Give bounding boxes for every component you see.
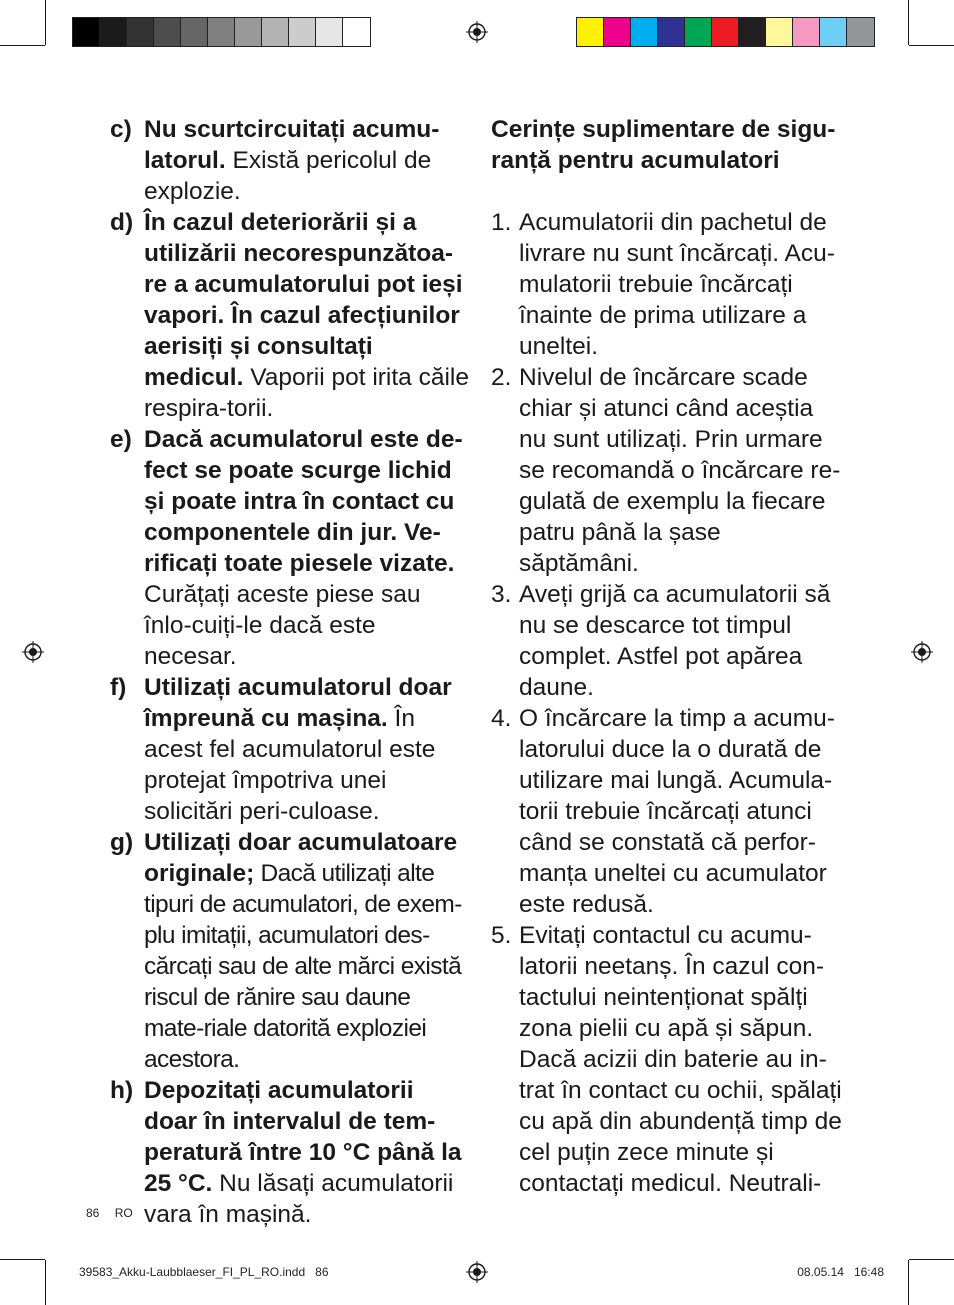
registration-mark-icon bbox=[22, 641, 44, 663]
list-marker: d) bbox=[110, 209, 134, 236]
list-item bbox=[110, 207, 470, 424]
item-text: Acumulatorii din pachetul de livrare nu sunt încărcați. Acu-mulatorii trebuie încărcați înainte de prima utilizare a uneltei. bbox=[519, 209, 835, 360]
gray-swatch bbox=[235, 18, 262, 46]
process-color-swatch bbox=[820, 18, 847, 46]
item-text: Nivelul de încărcare scade chiar și atunci când aceștia nu sunt utilizați. Prin urmare se recomandă o încărcare re-gulată de exemplu la fiecare patru până la șase săptămâni. bbox=[519, 364, 841, 577]
item-text: Curățați aceste piese sau înlo-cuiți-le dacă este necesar. bbox=[144, 581, 421, 670]
item-text: Există pericolul de explozie. bbox=[144, 147, 432, 205]
gray-swatch bbox=[73, 18, 100, 46]
list-marker: c) bbox=[110, 116, 132, 143]
list-item bbox=[110, 424, 470, 672]
list-item bbox=[110, 672, 470, 827]
gray-swatch bbox=[289, 18, 316, 46]
slug-filename: 39583_Akku-Laubblaeser_FI_PL_RO.indd 86 bbox=[79, 1265, 329, 1279]
list-item bbox=[491, 920, 843, 1199]
crop-mark-bottom-right-h bbox=[909, 1259, 954, 1260]
gray-swatch bbox=[343, 18, 370, 46]
registration-mark-icon bbox=[466, 1261, 488, 1283]
gray-swatch bbox=[181, 18, 208, 46]
item-bold-text: În cazul deteriorării și a utilizării necorespunzătoa-re a acumulatorului pot ieși vapori. În cazul afecțiunilor aerisiți și consultați medicul. bbox=[144, 209, 463, 391]
crop-mark-top-right-h bbox=[909, 45, 954, 46]
item-text: Dacă utilizați alte tipuri de acumulatori, de exem-plu imitații, acumulatori des-cărcați sau de alte mărci există riscul de rănire sau daune mate-riale datorită exploziei acestora. bbox=[144, 860, 462, 1073]
item-text: Nu lăsați acumulatorii vara în mașină. bbox=[144, 1170, 454, 1228]
list-number: 2. bbox=[491, 364, 512, 391]
process-color-swatch bbox=[793, 18, 820, 46]
crop-mark-top-right-v bbox=[908, 0, 909, 45]
battery-safety-section bbox=[491, 114, 843, 1199]
slug-date: 08.05.14 16:48 bbox=[797, 1265, 884, 1279]
gray-color-bar bbox=[72, 17, 371, 47]
process-color-swatch bbox=[685, 18, 712, 46]
list-item bbox=[491, 207, 843, 362]
crop-mark-bottom-left-v bbox=[45, 1260, 46, 1305]
item-bold-text: Depozitați acumulatorii doar în intervalul de tem-peratură între 10 °C până la 25 °C. bbox=[144, 1077, 462, 1197]
process-color-swatch bbox=[631, 18, 658, 46]
list-marker: f) bbox=[110, 674, 127, 701]
registration-mark-icon bbox=[911, 641, 933, 663]
section-heading: Cerințe suplimentare de sigu-ranță pentru acumulatori bbox=[491, 116, 836, 174]
gray-swatch bbox=[154, 18, 181, 46]
process-color-swatch bbox=[712, 18, 739, 46]
item-text: Aveți grijă ca acumulatorii să nu se descarce tot timpul complet. Astfel pot apărea daune. bbox=[519, 581, 831, 701]
list-item bbox=[491, 362, 843, 579]
list-item bbox=[491, 579, 843, 703]
list-number: 1. bbox=[491, 209, 512, 236]
list-marker: h) bbox=[110, 1077, 134, 1104]
page-number: 86 bbox=[86, 1206, 100, 1220]
safety-list-lettered bbox=[110, 114, 470, 1230]
crop-mark-top-left-h bbox=[0, 45, 45, 46]
list-item bbox=[110, 1075, 470, 1230]
list-number: 3. bbox=[491, 581, 512, 608]
gray-swatch bbox=[208, 18, 235, 46]
registration-mark-icon bbox=[466, 21, 488, 43]
list-item bbox=[110, 827, 470, 1075]
crop-mark-top-left-v bbox=[45, 0, 46, 45]
crop-mark-bottom-left-h bbox=[0, 1259, 45, 1260]
process-color-swatch bbox=[847, 18, 874, 46]
item-text: O încărcare la timp a acumu-latorului duce la o durată de utilizare mai lungă. Acumula-torii trebuie încărcați atunci când se constată că perfor-manța uneltei cu acumulator este redusă. bbox=[519, 705, 835, 918]
process-color-swatch bbox=[577, 18, 604, 46]
page-footer bbox=[86, 1206, 145, 1220]
list-marker: e) bbox=[110, 426, 132, 453]
item-text: Evitați contactul cu acumu-latorii neetanș. În cazul con-tactului neintenționat spălți zona pielii cu apă și săpun. Dacă acizii din baterie au in-trat în contact cu ochii, spălați cu apă din abundență timp de cel puțin zece minute și contactați medicul. Neutrali- bbox=[519, 922, 842, 1197]
language-code: RO bbox=[114, 1206, 133, 1220]
list-number: 4. bbox=[491, 705, 512, 732]
item-text: În acest fel acumulatorul este protejat împotriva unei solicitări peri-culoase. bbox=[144, 705, 436, 825]
process-color-bar bbox=[576, 17, 875, 47]
gray-swatch bbox=[100, 18, 127, 46]
gray-swatch bbox=[127, 18, 154, 46]
item-bold-text: Utilizați doar acumulatoare originale; bbox=[144, 829, 458, 887]
item-bold-text: Utilizați acumulatorul doar împreună cu mașina. bbox=[144, 674, 452, 732]
process-color-swatch bbox=[766, 18, 793, 46]
list-number: 5. bbox=[491, 922, 512, 949]
crop-mark-bottom-right-v bbox=[908, 1260, 909, 1305]
list-item bbox=[491, 703, 843, 920]
list-marker: g) bbox=[110, 829, 134, 856]
gray-swatch bbox=[262, 18, 289, 46]
list-item bbox=[110, 114, 470, 207]
gray-swatch bbox=[316, 18, 343, 46]
item-bold-text: Nu scurtcircuitați acumu-latorul. bbox=[144, 116, 440, 174]
item-text: Vaporii pot irita căile respira-torii. bbox=[144, 364, 469, 422]
process-color-swatch bbox=[658, 18, 685, 46]
process-color-swatch bbox=[739, 18, 766, 46]
process-color-swatch bbox=[604, 18, 631, 46]
item-bold-text: Dacă acumulatorul este de-fect se poate scurge lichid și poate intra în contact cu componentele din jur. Ve-rificați toate piesele vizate. bbox=[144, 426, 463, 577]
